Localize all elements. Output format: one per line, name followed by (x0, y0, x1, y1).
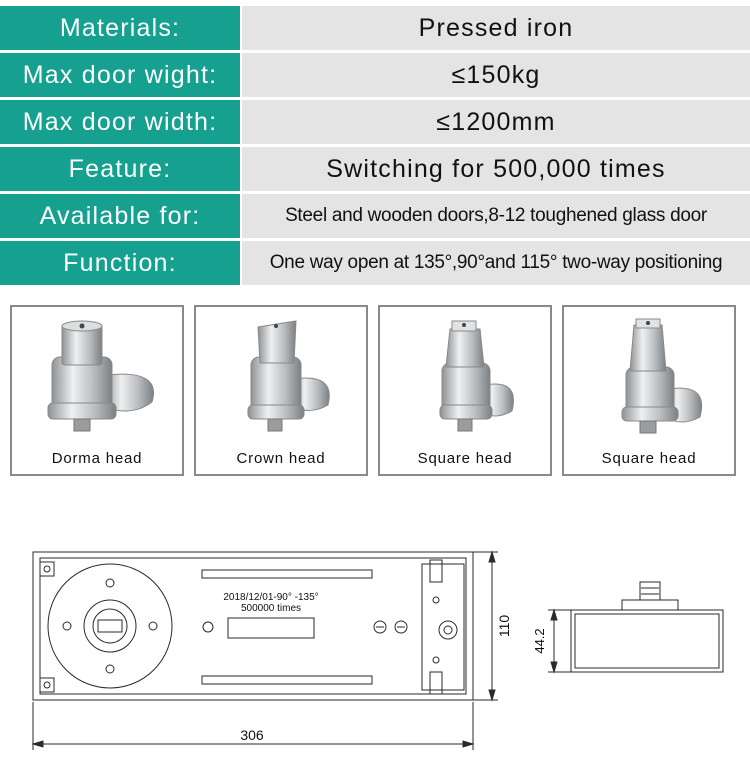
spindle-slot (98, 620, 122, 632)
stamp-line-2: 500000 times (240, 603, 302, 614)
head-card-crown (194, 305, 368, 476)
square-head-image (564, 307, 734, 437)
head-card-square-2 (562, 305, 736, 476)
stamp-line-1: 2018/12/01-90° -135° (223, 592, 319, 603)
spec-row-function (0, 241, 750, 285)
spec-value: One way open at 135°,90°and 115° two-way positioning (242, 241, 750, 285)
head-card-dorma (10, 305, 184, 476)
head-caption: Square head (417, 450, 513, 467)
spec-label: Feature: (0, 147, 240, 191)
head-caption: Crown head (236, 450, 326, 467)
head-caption: Square head (601, 450, 697, 467)
head-caption: Dorma head (51, 450, 143, 467)
spec-value: Pressed iron (242, 6, 750, 50)
spec-value: Switching for 500,000 times (242, 147, 750, 191)
spec-label: Max door wight: (0, 53, 240, 97)
spec-value: Steel and wooden doors,8-12 toughened glass door (242, 194, 750, 238)
spec-row-max-door-width (0, 100, 750, 144)
spring-housing-circle (48, 564, 172, 688)
spec-label: Available for: (0, 194, 240, 238)
spindle-ring (84, 600, 136, 652)
spec-row-max-door-weight (0, 53, 750, 97)
spec-label: Max door width: (0, 100, 240, 144)
spec-row-materials (0, 6, 750, 50)
spec-row-available-for (0, 194, 750, 238)
crown-head-image (196, 307, 366, 437)
head-card-square-1 (378, 305, 552, 476)
spec-row-feature (0, 147, 750, 191)
spec-label: Function: (0, 241, 240, 285)
side-view-body (571, 610, 723, 672)
dorma-head-image (12, 307, 182, 437)
spec-value: ≤1200mm (242, 100, 750, 144)
dim-length-label: 306 (240, 727, 264, 743)
technical-drawing (0, 530, 750, 784)
spec-value: ≤150kg (242, 53, 750, 97)
dim-height-label: 44.2 (532, 628, 547, 654)
dim-width-label: 110 (496, 614, 512, 638)
square-head-image (380, 307, 550, 437)
spec-label: Materials: (0, 6, 240, 50)
